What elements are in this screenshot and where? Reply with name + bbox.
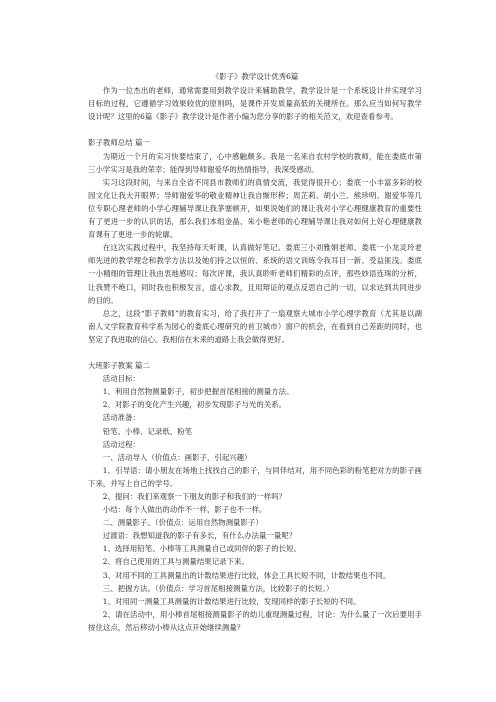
section2-line: 2、请在活动中，用小棒首尾相接测量影子的幼儿重现测量过程，讨论：为什么量了一次后要用手按住这点，然后移动小棒从这点开始继续测量？ [88,609,422,632]
section2-line: 一、活动导入（价值点：画影子，引起兴趣） [102,452,252,462]
section2-line: 活动准备： [102,413,141,423]
section2-body [88,372,422,634]
section2-line: 1、利用自然物测量影子，初步把握首尾相接的测量方法。 [102,387,294,397]
section2-line: 三、把握方法。（价值点：学习首尾相接测量方法，比较影子的长短。） [102,583,334,593]
section1-paragraph: 总之，这段“影子教师”的教育实习，给了我打开了一扇观察大城市小学心理学教育（尤其是以湖南人文学院教育科学系为园心的娄底心理研究的首卫城市）窗户的机会，在看到自己差距的同时，也坚定了我进取的信心。我相信在未来的道路上我会做得更好。 [88,308,422,344]
section1-paragraph: 为期近一个月的实习快要结束了，心中感触颇多。我是一名来自农村学校的教师，能在娄底市第三小学实习是我的荣幸；能得到导师谢爱华的热情指导，我深受感动。 [88,151,422,174]
section2-line: 过渡语：我想知道我的影子有多长，有什么办法量一量呢？ [102,531,297,541]
section2-line: 1、选择用铅笔、小棒等工具测量自己或同伴的影子的长短。 [102,544,302,554]
section2-line: 2、提问：我们来观察一下朋友的影子和我们的一样吗？ [102,492,287,501]
section2-line: 1、引导语：请小朋友在场地上找找自己的影子，与同伴结对，用不同色彩的粉笔把对方的影子画下来，并写上自己的学号。 [88,465,422,488]
section-heading-2: 大班影子教案 篇二 [88,361,150,371]
section2-line: 活动目标： [102,374,141,384]
section2-line: 二、测量影子。（价值点：运用自然物测量影子） [102,518,263,528]
section1-paragraph: 实习这段时间，与来自全省不同县市教师们的真情交流，我觉得很开心；娄底一小丰富多彩的校园文化让我大开眼界；导师谢爱华的敬业精神让我自惭形秽；周芷莉、胡小兰、熊珍明、谢爱华等几位专职心理老师的小学心理辅导课让我茅塞顿开，如果说她们的课让我对小学心理健康教育的重要性有了更进一步的认识的话，那么我们本组金晶、朱小艳老师的心理辅导课让我对如何上好心理健康教育课有了更进一步的轮廓。 [88,177,422,240]
spacer [88,346,422,359]
section2-line: 铅笔、小棒、记录纸、粉笔 [102,426,193,436]
section2-line: 小结：每个人做出的动作不一样，影子也不一样。 [102,505,267,515]
section2-line: 活动过程： [102,439,141,449]
document-title: 《影子》教学设计优秀6篇 [211,72,299,81]
section2-line: 2、对影子的变化产生兴趣，初步发现影子与光的关系。 [102,400,287,410]
spacer [88,123,422,136]
section2-line: 1、对用同一测量工具测量的计数结果进行比较，发现同样的影子长短的不同。 [102,596,361,606]
document-page [88,70,422,634]
section2-line: 2、将自己使用的工具与测量结果记录下来。 [102,557,249,567]
section-heading-1: 影子教师总结 篇一 [88,138,150,148]
intro-paragraph: 作为一位杰出的老师，通常需要用到教学设计来辅助教学，教学设计是一个系统设计并实现学习目标的过程，它遵循学习效果较优的原则吗，是课件开发质量高低的关键所在。那么应当如何写教学设计呢？这里的6篇《影子》教学设计是作者小编为您分享的影子的相关范文，欢迎查看参考。 [88,86,422,122]
section1-paragraph: 在这次实践过程中，我坚持每天听课，认真做好笔记。娄底三小刘雅娟老师、娄底一小龙灵玲老师先进的教学理念和教学方法以及她们持之以恒的、系统的语文训练令我耳目一新、受益匪浅。娄底一小精细的管理让我由衷地感叹；每次评课，我认真聆听老师们精彩的点评，那些妙语连珠的分析，让我赞不绝口，同时我也积极发言，虚心求教，且用辩证的观点反思自己的一切，以求达到共同进步的目的。 [88,243,422,305]
section2-line: 3、对用不同的工具测量出的计数结果进行比较，体会工具长短不同，计数结果也不同。 [102,570,391,580]
